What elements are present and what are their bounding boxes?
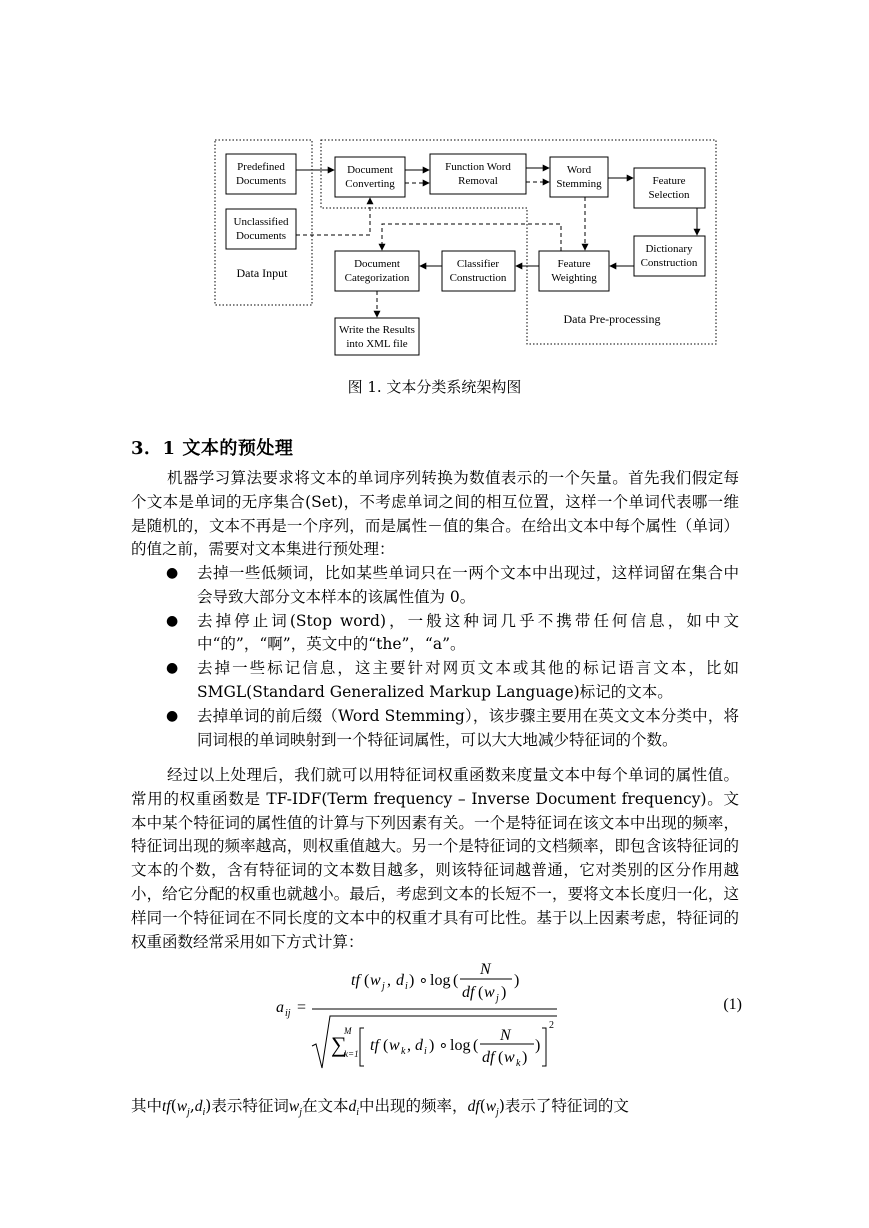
svg-text:Selection: Selection — [648, 189, 690, 201]
svg-text:M: M — [344, 1026, 352, 1036]
box-write-results — [335, 318, 419, 355]
svg-text:i: i — [424, 1046, 427, 1057]
label-data-input: Data Input — [236, 266, 288, 280]
bullet-dot: ● — [166, 707, 179, 724]
bullet-text: 去掉单词的前后缀（Word Stemming），该步骤主要用在英文文本分类中，将同词根的单词映射到一个特征词属性，可以大大地减少特征词的个数。 — [197, 706, 739, 749]
box-document-converting — [335, 157, 405, 197]
svg-text:Weighting: Weighting — [551, 272, 597, 284]
svg-text:w: w — [370, 972, 381, 989]
formula-sigma: ∑ — [331, 1032, 347, 1057]
svg-text:Documents: Documents — [235, 175, 287, 187]
svg-text:Classifier: Classifier — [456, 258, 500, 270]
svg-text:(: ( — [478, 984, 484, 1001]
svg-text:Stemming: Stemming — [556, 178, 602, 190]
svg-text:(: ( — [383, 1037, 389, 1054]
bullet-text: 去掉停止词(Stop word)，一般这种词几乎不携带任何信息，如中文中“的”，“啊”，英文中的“the”，“a”。 — [197, 611, 739, 654]
svg-text:Unclassified: Unclassified — [233, 216, 289, 228]
box-word-stemming — [550, 157, 608, 197]
formula-num-tf: tf — [351, 972, 360, 989]
svg-text:Documents: Documents — [235, 230, 287, 242]
svg-text:d: d — [415, 1037, 423, 1054]
svg-text:w: w — [484, 984, 495, 1001]
box-function-word-removal — [430, 154, 526, 194]
svg-text:tf: tf — [370, 1037, 379, 1054]
svg-text:): ) — [522, 1049, 528, 1066]
svg-text:Predefined: Predefined — [237, 161, 285, 173]
bullet-list — [166, 562, 739, 752]
formula-num-N: N — [480, 961, 491, 978]
svg-text:N: N — [500, 1027, 511, 1044]
bullet-text: 去掉一些低频词，比如某些单词只在一两个文本中出现过，这样词留在集合中会导致大部分文本样本的该属性值为 0。 — [197, 564, 739, 606]
svg-text:Construction: Construction — [640, 257, 698, 269]
bullet-dot: ● — [166, 565, 179, 581]
svg-text:,: , — [387, 972, 391, 989]
svg-text:Categorization: Categorization — [344, 272, 410, 284]
bullet-item — [166, 610, 739, 658]
box-dictionary-construction — [634, 236, 705, 276]
svg-text:Write the Results: Write the Results — [339, 324, 415, 336]
bullet-text: 去掉一些标记信息，这主要针对网页文本或其他的标记语言文本，比如SMGL(Standard Generalized Markup Language)标记的文本。 — [197, 659, 739, 701]
svg-text:Feature: Feature — [557, 258, 591, 270]
svg-text:Function Word: Function Word — [445, 161, 511, 173]
svg-text:Document: Document — [347, 164, 393, 176]
bullet-item — [166, 705, 739, 753]
svg-text:(: ( — [364, 972, 370, 989]
box-document-categorization — [335, 251, 419, 291]
tfidf-formula — [272, 958, 742, 1076]
svg-text:Converting: Converting — [345, 178, 395, 190]
paragraph-3-line: 其中$tf(w_j,d_i)$表示特征词$w_j$在文本$d_i$中出现的频率，$df(w_j)$表示了特征词的文 — [131, 1097, 629, 1119]
svg-text:Feature: Feature — [652, 175, 686, 187]
figure-caption: 图 1. 文本分类系统架构图 — [347, 378, 522, 396]
svg-text:(: ( — [473, 1037, 479, 1054]
equation-number: (1) — [723, 996, 742, 1013]
svg-text:i: i — [405, 981, 408, 992]
svg-text:into XML file: into XML file — [346, 338, 408, 350]
bullet-item — [166, 657, 739, 705]
svg-text:log: log — [430, 972, 451, 989]
section-title: 3．1 文本的预处理 — [131, 438, 294, 459]
equation-1 — [272, 958, 742, 1076]
svg-text:k: k — [401, 1046, 406, 1057]
svg-text:Construction: Construction — [449, 272, 507, 284]
label-data-preprocessing: Data Pre-processing — [563, 312, 661, 326]
svg-text:log: log — [450, 1037, 471, 1054]
svg-text:Dictionary: Dictionary — [645, 243, 693, 255]
svg-text:j: j — [496, 993, 499, 1004]
bullet-dot: ● — [166, 660, 179, 677]
formula-lhs: a — [276, 999, 284, 1016]
svg-text:(: ( — [498, 1049, 504, 1066]
paragraph-2: 经过以上处理后，我们就可以用特征词权重函数来度量文本中每个单词的属性值。常用的权重函数是 TF-IDF(Term frequency – Inverse Document frequency)。文本中某个特征词的属性值的计算与下列因素有关。一个是特征词在该文本中出现的频率，特征词出现的频率越高，则权重值越大。另一个是特征词的文档频率，即包含该特征词的文本的个数，含有特征词的文本数目越多，则该特征词越普通，它对类别的区分作用越小，给它分配的权重也就越小。最后，考虑到文本的长短不一，要将文本长度归一化，这样同一个特征词在不同长度的文本中的权重才具有可比性。基于以上因素考虑，特征词的权重函数经常采用如下方式计算： — [131, 766, 739, 951]
svg-text:df: df — [462, 984, 475, 1001]
svg-text:df: df — [482, 1049, 495, 1066]
svg-text:j: j — [382, 981, 385, 992]
bullet-dot: ● — [166, 612, 179, 629]
box-classifier-construction — [442, 251, 515, 291]
paragraph-1: 机器学习算法要求将文本的单词序列转换为数值表示的一个矢量。首先我们假定每个文本是单词的无序集合(Set)，不考虑单词之间的相互位置，这样一个单词代表哪一维是随机的，文本不再是一个序列，而是属性－值的集合。在给出文本中每个属性（单词）的值之前，需要对文本集进行预处理： — [131, 469, 739, 559]
svg-text:k: k — [516, 1058, 521, 1069]
svg-text:Word: Word — [566, 164, 592, 176]
svg-text:w: w — [389, 1037, 400, 1054]
svg-text:2: 2 — [549, 1020, 554, 1031]
svg-text:d: d — [396, 972, 404, 989]
svg-text:w: w — [504, 1049, 515, 1066]
svg-text:(: ( — [453, 972, 459, 989]
svg-text:) ∘: ) ∘ — [409, 972, 429, 989]
bullet-item — [166, 562, 739, 610]
svg-text:): ) — [501, 984, 507, 1001]
svg-text:Removal: Removal — [458, 175, 498, 187]
box-feature-selection — [634, 168, 705, 208]
svg-text:): ) — [514, 972, 520, 989]
architecture-diagram — [212, 137, 722, 359]
svg-text:,: , — [407, 1037, 411, 1054]
formula-equals: = — [297, 999, 307, 1016]
box-unclassified-documents — [226, 209, 296, 249]
svg-text:k=1: k=1 — [344, 1049, 359, 1059]
svg-text:): ) — [535, 1037, 541, 1054]
formula-lhs-sub: ij — [285, 1008, 291, 1019]
box-feature-weighting — [539, 251, 609, 291]
svg-text:) ∘: ) ∘ — [429, 1037, 449, 1054]
box-predefined-documents — [226, 154, 296, 194]
svg-text:Document: Document — [354, 258, 400, 270]
